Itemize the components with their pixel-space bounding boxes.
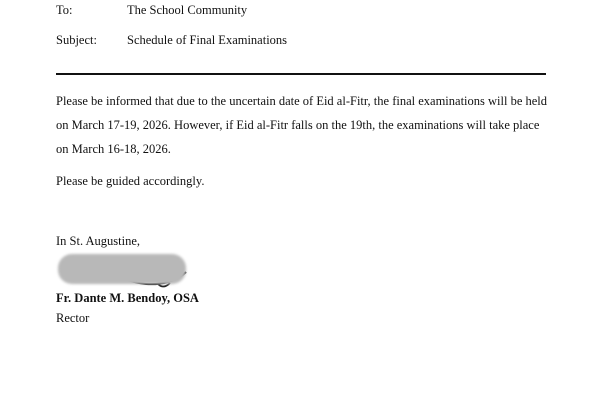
to-value: The School Community <box>127 3 248 17</box>
closing-salutation: In St. Augustine, <box>56 234 141 248</box>
redacted-signature <box>58 254 186 284</box>
header-divider <box>56 73 546 75</box>
body-paragraph-1: Please be informed that due to the uncertain date of Eid al-Fitr, the final examinations will be held on March 17-19, 2026. However, if Eid al-Fitr falls on the 19th, the examinations will take place on March 16-18, 2026. <box>56 94 548 156</box>
body-paragraph-2: Please be guided accordingly. <box>56 174 205 188</box>
to-label: To: <box>56 3 73 17</box>
subject-value: Schedule of Final Examinations <box>127 33 288 47</box>
signer-title: Rector <box>56 311 90 325</box>
signer-name: Fr. Dante M. Bendoy, OSA <box>56 291 199 305</box>
subject-label: Subject: <box>56 33 97 47</box>
